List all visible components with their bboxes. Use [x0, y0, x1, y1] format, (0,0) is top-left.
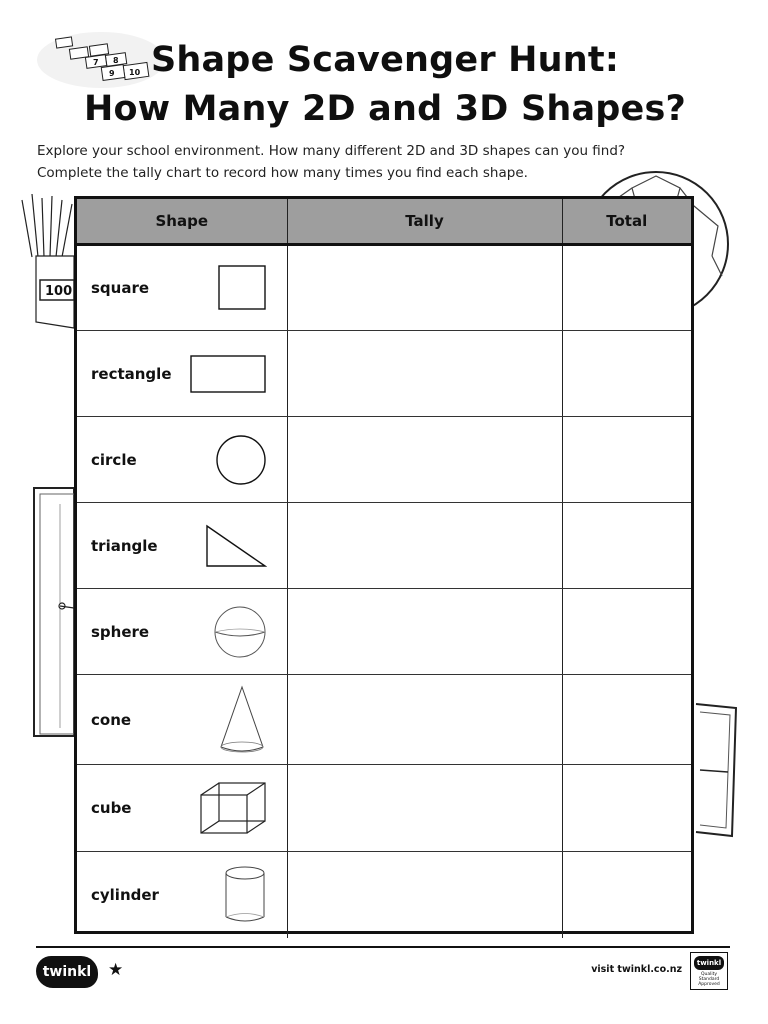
total-cell[interactable] — [562, 675, 691, 765]
shape-label: sphere — [91, 622, 150, 641]
table-row — [77, 589, 691, 675]
tally-chart — [74, 196, 694, 934]
page-title — [40, 36, 730, 134]
shape-cell — [77, 675, 287, 765]
column-header-tally: Tally — [287, 199, 562, 245]
square-icon — [217, 265, 267, 311]
tally-cell[interactable] — [287, 675, 562, 765]
door-icon — [30, 484, 76, 738]
pencil-pot-icon — [18, 192, 78, 332]
tally-cell[interactable] — [287, 765, 562, 852]
tally-cell[interactable] — [287, 417, 562, 503]
total-cell[interactable] — [562, 765, 691, 852]
total-cell[interactable] — [562, 331, 691, 417]
pencil-pot-label: 100 — [45, 284, 73, 299]
tally-cell[interactable] — [287, 331, 562, 417]
table-row — [77, 503, 691, 589]
column-header-total: Total — [562, 199, 691, 245]
shape-label: rectangle — [91, 364, 172, 383]
hopscotch-number: 10 — [129, 68, 141, 77]
rectangle-icon — [189, 354, 267, 394]
table-row — [77, 417, 691, 503]
total-cell[interactable] — [562, 852, 691, 938]
instructions — [37, 140, 727, 184]
table-row — [77, 852, 691, 938]
column-header-shape: Shape — [77, 199, 287, 245]
sphere-icon — [213, 606, 267, 658]
hopscotch-number: 9 — [109, 69, 115, 78]
shape-cell — [77, 331, 287, 417]
title-line-1: Shape Scavenger Hunt: — [150, 40, 620, 80]
total-cell[interactable] — [562, 245, 691, 331]
shape-cell — [77, 589, 287, 675]
shape-cell — [77, 765, 287, 852]
cone-icon — [217, 685, 267, 755]
total-cell[interactable] — [562, 503, 691, 589]
footer-divider — [36, 946, 730, 948]
star-icon: ★ — [108, 960, 124, 980]
tally-cell[interactable] — [287, 503, 562, 589]
hopscotch-number: 7 — [93, 58, 99, 67]
hopscotch-number: 8 — [113, 56, 119, 65]
table-row — [77, 675, 691, 765]
table-row — [77, 331, 691, 417]
circle-icon — [215, 435, 267, 485]
cube-icon — [199, 781, 267, 835]
instructions-line-1: Explore your school environment. How many different 2D and 3D shapes can you find? — [37, 143, 626, 159]
total-cell[interactable] — [562, 589, 691, 675]
website-link[interactable]: visit twinkl.co.nz — [591, 964, 682, 975]
table-header-row — [77, 199, 691, 245]
table-row — [77, 765, 691, 852]
shape-cell — [77, 852, 287, 938]
shape-cell — [77, 245, 287, 331]
triangle-icon — [205, 524, 267, 568]
twinkl-logo: twinkl — [36, 956, 98, 988]
shape-label: cylinder — [91, 885, 159, 904]
tally-cell[interactable] — [287, 852, 562, 938]
total-cell[interactable] — [562, 417, 691, 503]
table-row — [77, 245, 691, 331]
shape-cell — [77, 417, 287, 503]
shape-label: cube — [91, 799, 132, 817]
shape-cell — [77, 503, 287, 589]
badge-text: Quality Standard Approved — [698, 972, 720, 987]
cylinder-icon — [223, 865, 267, 925]
shape-label: square — [91, 279, 150, 297]
badge-logo: twinkl — [694, 956, 724, 970]
shape-label: triangle — [91, 536, 158, 555]
shape-label: cone — [91, 710, 132, 729]
shape-label: circle — [91, 450, 137, 469]
instructions-line-2: Complete the tally chart to record how many times you find each shape. — [37, 165, 528, 181]
title-line-2: How Many 2D and 3D Shapes? — [83, 89, 687, 129]
tally-cell[interactable] — [287, 589, 562, 675]
window-icon — [694, 700, 740, 840]
tally-cell[interactable] — [287, 245, 562, 331]
quality-badge-icon — [690, 952, 728, 990]
